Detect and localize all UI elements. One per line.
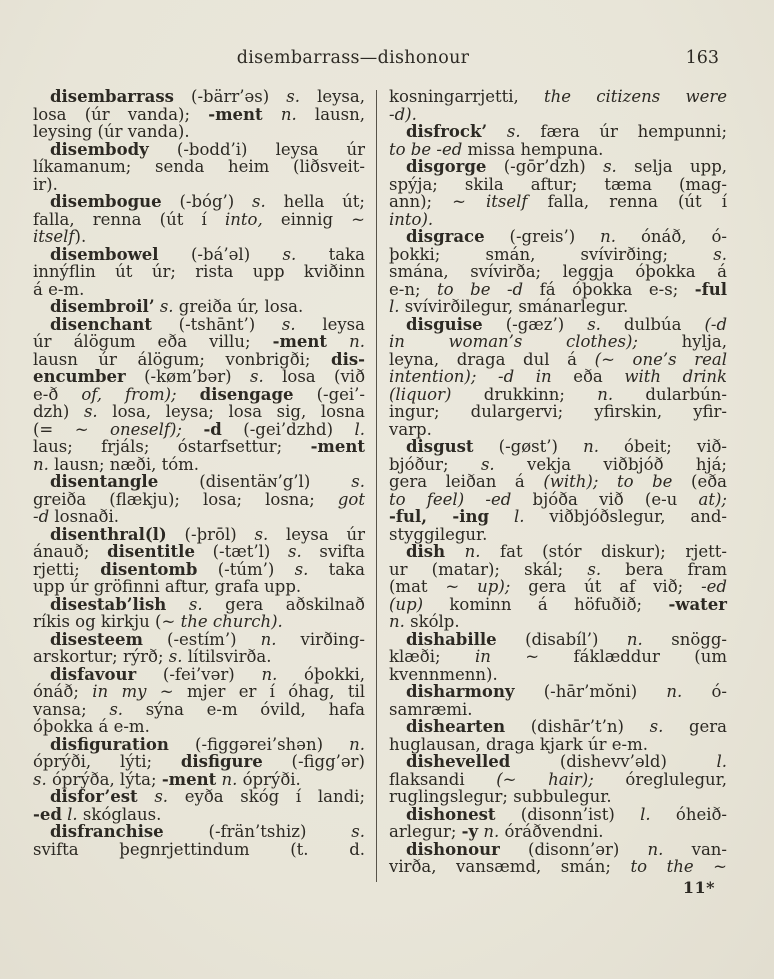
dictionary-text-line: óþokka á e-m. <box>33 717 150 736</box>
dictionary-text-line: disembowel (-bá’əl) s. taka <box>50 244 365 264</box>
dictionary-text-line: huglausan, draga kjark úr e-m. <box>389 734 648 754</box>
dictionary-text-line: lausn úr álögum; vonbrigði; dis- <box>33 349 365 369</box>
dictionary-text-line: smána, svívirða; leggja óþokka á <box>389 262 727 281</box>
signature-mark: 11* <box>682 877 715 897</box>
dictionary-text-line: intention); -d in eða with drink <box>389 367 727 386</box>
dictionary-text-line: (up) kominn á höfuðið; -water <box>389 594 727 614</box>
dictionary-text-line: disenchant (-tshānt’) s. leysa <box>50 314 365 334</box>
running-head: disembarrass—dishonour <box>236 48 470 68</box>
dictionary-text-line: disgorge (-gōr’dzh) s. selja upp, <box>406 157 727 176</box>
dictionary-text-line: á e-m. <box>33 279 85 299</box>
dictionary-text-line: virða, vansæmd, smán; to the ~ <box>389 857 727 876</box>
dictionary-text-line: upp úr gröfinni aftur, grafa upp. <box>33 577 302 596</box>
dictionary-text-line: vansa; s. sýna e-m óvild, hafa <box>33 699 365 719</box>
dictionary-text-line: arskortur; rýrð; s. lítilsvirða. <box>33 647 272 666</box>
dictionary-text-line: laus; frjáls; óstarfsettur; -ment <box>33 437 365 456</box>
dictionary-text-line: to feel) -ed bjóða við (e-u at); <box>389 489 727 509</box>
dictionary-text-line: disentangle (disentäɴ’g’l) s. <box>50 472 365 491</box>
dictionary-text-line: leyna, draga dul á (~ one’s real <box>389 349 727 369</box>
dictionary-text-line: dishonour (disonn’ər) n. van- <box>406 839 727 859</box>
dictionary-text-line: dishearten (dishār’t’n) s. gera <box>406 717 727 736</box>
dictionary-text-line: arlegur; -y n. óráðvendni. <box>389 822 604 841</box>
dictionary-text-line: leysing (úr vanda). <box>33 122 190 141</box>
dictionary-text-line: disembody (-bodd’i) leysa úr <box>50 139 365 159</box>
dictionary-text-line: dishevelled (dishevv’əld) l. <box>406 752 727 771</box>
dictionary-text-line: kvennmenn). <box>389 664 498 684</box>
dictionary-text-line: -d). <box>389 104 417 124</box>
dictionary-text-line: itself). <box>33 227 87 246</box>
dictionary-text-line: disestab’lish s. gera aðskilnað <box>50 594 365 614</box>
dictionary-text-line: ruglingslegur; subbulegur. <box>389 787 612 806</box>
dictionary-text-line: rjetti; disentomb (-túm’) s. taka <box>33 559 365 579</box>
dictionary-text-line: klæði; in ~ fáklæddur (um <box>389 647 727 666</box>
dictionary-text-line: úr álögum eða villu; -ment n. <box>33 332 365 351</box>
dictionary-text-line: -ed l. skóglaus. <box>33 804 162 824</box>
dictionary-text-line: ríkis og kirkju (~ the church). <box>33 612 283 631</box>
dictionary-text-line: disfor’est s. eyða skóg í landi; <box>50 787 366 806</box>
dictionary-text-line: styggilegur. <box>389 524 488 544</box>
dictionary-text-line: gera leiðan á (with); to be (eða <box>389 472 727 491</box>
dictionary-text-line: n. skólp. <box>389 612 460 631</box>
dictionary-text-line: disfrock’ s. færa úr hempunni; <box>406 122 727 141</box>
dictionary-text-line: (mat ~ up); gera út af við; -ed <box>389 577 727 596</box>
dictionary-text-line: into). <box>389 209 434 229</box>
dictionary-text-line: kosningarrjetti, the citizens were <box>389 87 727 106</box>
dictionary-text-line: disembogue (-bóg’) s. hella út; <box>50 192 365 211</box>
dictionary-text-line: (liquor) drukkinn; n. dularbún- <box>389 384 727 404</box>
dictionary-text-line: greiða (flækju); losa; losna; got <box>33 489 365 509</box>
right-column <box>389 88 727 897</box>
dictionary-text-line: líkamanum; senda heim (liðsveit- <box>33 157 365 176</box>
dictionary-text-line: disfiguration (-figgərei’shən) n. <box>50 734 365 754</box>
dictionary-text-line: ónáð; in my ~ mjer er í óhag, til <box>33 682 366 701</box>
dictionary-text-line: dishabille (disabíl’) n. snögg- <box>406 629 727 649</box>
dictionary-text-line: encumber (-køm’bər) s. losa (við <box>33 367 365 386</box>
dictionary-text-line: l. svívirðilegur, smánarlegur. <box>389 297 629 316</box>
dictionary-text-line: samræmi. <box>389 699 473 719</box>
dictionary-text-line: dishonest (disonn’ist) l. óheið- <box>406 804 728 824</box>
page-number: 163 <box>685 48 719 68</box>
left-column <box>33 88 365 858</box>
dictionary-text-line: varp. <box>389 419 432 439</box>
dictionary-text-line: ann); ~ itself falla, renna (út í <box>389 192 727 211</box>
dictionary-text-line: disgust (-gøst’) n. óbeit; við- <box>406 437 727 456</box>
dictionary-text-line: -ful, -ing l. viðbjóðslegur, and- <box>389 507 728 526</box>
dictionary-text-line: bjóður; s. vekja viðbjóð hjá; <box>389 454 727 474</box>
dictionary-text-line: e-ð of, from); disengage (-gei’- <box>33 384 366 404</box>
dictionary-text-line: in woman’s clothes); hylja, <box>389 332 727 351</box>
dictionary-text-line: dzh) s. losa, leysa; losa sig, losna <box>33 402 365 421</box>
dictionary-text-line: falla, renna (út í into, einnig ~ <box>33 209 366 229</box>
dictionary-text-line: n. lausn; næði, tóm. <box>33 454 200 474</box>
column-divider <box>376 90 377 882</box>
dictionary-text-line: innýflin út úr; rista upp kviðinn <box>33 262 365 281</box>
dictionary-text-line: spýja; skila aftur; tæma (mag- <box>389 174 727 194</box>
dictionary-text-line: losa (úr vanda); -ment n. lausn, <box>33 104 366 124</box>
dictionary-text-line: disguise (-gæz’) s. dulbúa (-d <box>406 314 728 334</box>
dictionary-text-line: disharmony (-hār’mŏni) n. ó- <box>406 682 727 701</box>
dictionary-text-line: ingur; dulargervi; yfirskin, yfir- <box>389 402 727 421</box>
dictionary-text-line: dish n. fat (stór diskur); rjett- <box>406 542 727 561</box>
dictionary-text-line: disgrace (-greis’) n. ónáð, ó- <box>406 227 727 246</box>
dictionary-text-line: ánauð; disentitle (-tæt’l) s. svifta <box>33 542 366 561</box>
dictionary-text-line: e-n; to be -d fá óþokka e-s; -ful <box>389 279 727 299</box>
dictionary-text-line: þokki; smán, svívirðing; s. <box>389 244 727 264</box>
dictionary-text-line: ir). <box>33 174 58 194</box>
dictionary-text-line: óprýði, lýti; disfigure (-figg’ər) <box>33 752 365 771</box>
dictionary-text-line: to be -ed missa hempuna. <box>389 139 604 159</box>
dictionary-text-line: disfavour (-fei’vər) n. óþokki, <box>50 664 365 684</box>
dictionary-text-line: flaksandi (~ hair); óreglulegur, <box>389 769 727 789</box>
dictionary-text-line: disembarrass (-bärr’əs) s. leysa, <box>50 87 365 106</box>
dictionary-text-line: disfranchise (-frän’tshiz) s. <box>50 822 365 841</box>
dictionary-text-line: disembroil’ s. greiða úr, losa. <box>50 297 304 316</box>
dictionary-text-line: -d losnaði. <box>33 507 119 526</box>
dictionary-text-line: svifta þegnrjettindum (t. d. <box>33 839 365 859</box>
dictionary-text-line: s. óprýða, lýta; -ment n. óprýði. <box>33 769 301 789</box>
dictionary-text-line: (= ~ oneself); -d (-gei’dzhd) l. <box>33 419 366 439</box>
dictionary-text-line: ur (matar); skál; s. bera fram <box>389 559 727 579</box>
dictionary-text-line: disenthral(l) (-þrōl) s. leysa úr <box>50 524 365 544</box>
dictionary-text-line: disesteem (-estím’) n. virðing- <box>50 629 365 649</box>
page-header <box>33 48 727 70</box>
